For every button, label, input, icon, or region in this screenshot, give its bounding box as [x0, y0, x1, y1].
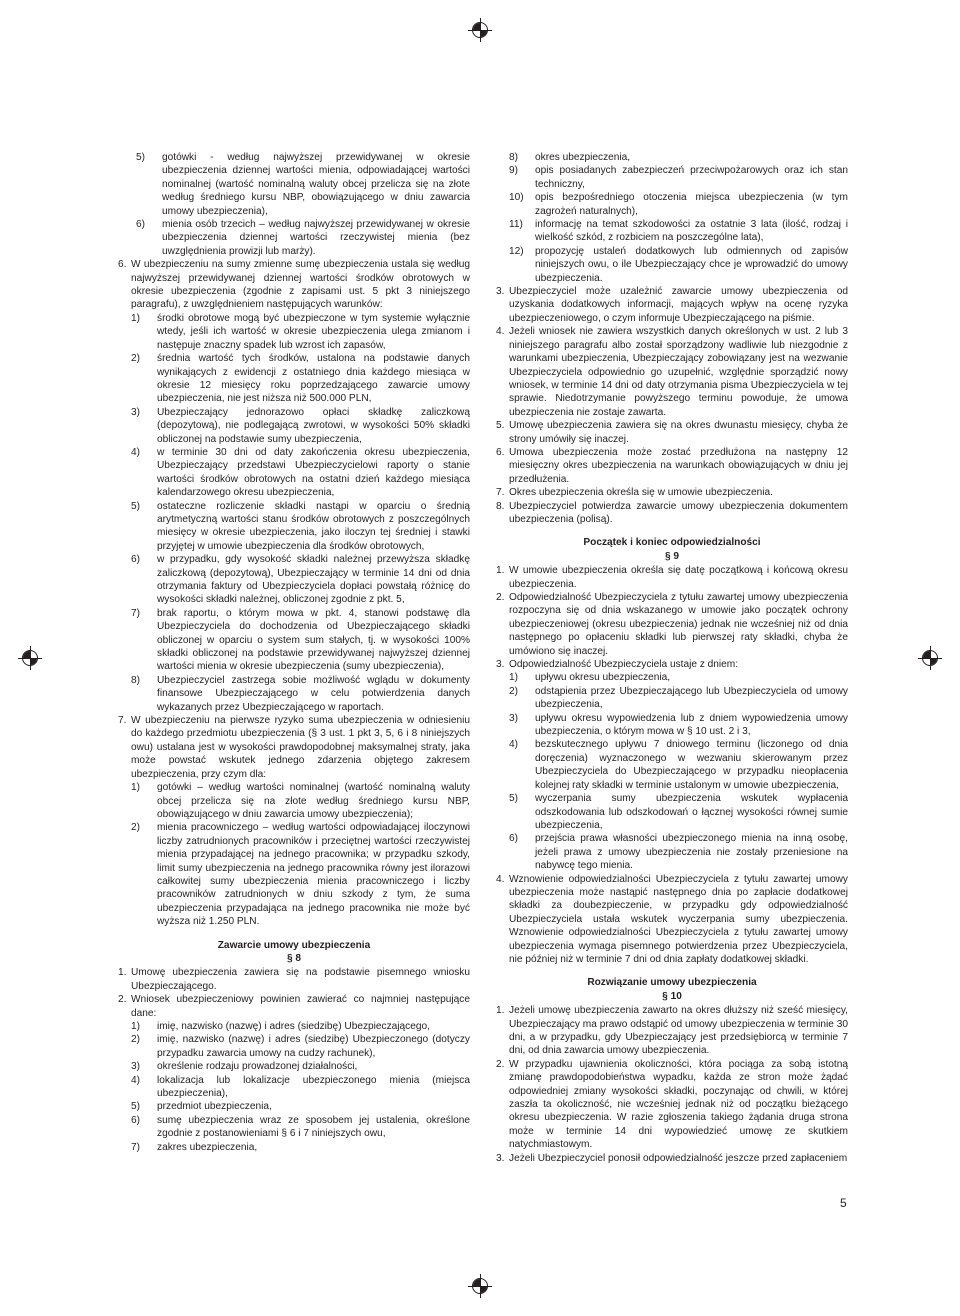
registration-mark-icon	[472, 1278, 488, 1294]
registration-mark-icon	[472, 22, 488, 38]
section-title: Początek i koniec odpowiedzialności	[583, 537, 761, 549]
registration-mark-icon	[22, 650, 38, 666]
list-item: 7) zakres ubezpieczenia,	[131, 1141, 258, 1153]
paragraph-item: 3. Ubezpieczyciel może uzależnić zawarcie umowy ubezpieczenia od uzyskania dodatkowych informacji, mających wpływ na ocenę ryzyka ubezpieczeniowego, o czym informuje Ubezpieczającego na piśmie.	[496, 286, 848, 324]
paragraph-item: 7. W ubezpieczeniu na pierwsze ryzyko suma ubezpieczenia w odniesieniu do każdego przedmiotu ubezpieczenia (§ 3 ust. 1 pkt 3, 5, 6 i 8 niniejszych owu) ustalana jest w wysokości prawdopodobnej maksymalnej straty, jaka może powstać wskutek jednego zdarzenia objętego zakresem ubezpieczenia, przy czym dla:	[118, 715, 470, 780]
paragraph-item: 4. Jeżeli wniosek nie zawiera wszystkich danych określonych w ust. 2 lub 3 niniejszego paragrafu albo został sporządzony wadliwie lub niezgodnie z warunkami ubezpieczenia, Ubezpieczający zobowiązany jest na wezwanie Ubezpieczyciela odpowiednio go uzupełnić, względnie sporządzić nowy wniosek, w terminie 14 dni od daty otrzymania pisma Ubezpieczyciela w tej sprawie. Niedotrzymanie powyższego terminu powoduje, że umowa ubezpieczenia nie zostaje zawarta.	[496, 326, 848, 418]
list-item: 6) mienia osób trzecich – według najwyższej przewidywanej w okresie ubezpieczenia dziennej wartości rzeczywistej mienia (bez uwzględnienia prowizji lub marży).	[136, 219, 470, 257]
list-item: 9) opis posiadanych zabezpieczeń przeciwpożarowych oraz ich stan techniczny,	[509, 165, 848, 190]
list-item: 3) określenie rodzaju prowadzonej działalności,	[131, 1061, 358, 1073]
registration-mark-icon	[922, 650, 938, 666]
paragraph-item: 7. Okres ubezpieczenia określa się w umowie ubezpieczenia.	[496, 487, 773, 499]
section-number: § 9	[664, 550, 680, 562]
list-item: 2) średnia wartość tych środków, ustalona na podstawie danych wynikających z ewidencji z ostatniego dnia każdego miesiąca w okresie 12 miesięcy roku poprzedzającego zawarcie umowy ubezpieczenia, nie jest niższa niż 500.000 PLN,	[131, 353, 470, 405]
section-number: § 8	[286, 952, 302, 964]
list-item: 6) w przypadku, gdy wysokość składki należnej przewyższa składkę zaliczkową (depozytową), Ubezpieczający w terminie 14 dni od dnia otrzymania faktury od Ubezpieczyciela dopłaci powstałą różnicę do wysokości składki należnej, obliczonej zgodnie z pkt. 5,	[131, 554, 470, 606]
list-item: 4) w terminie 30 dni od daty zakończenia okresu ubezpieczenia, Ubezpieczający przedstawi Ubezpieczycielowi raporty o stanie wartości środków obrotowych na ostatni dzień każdego miesiąca kalendarzowego okresu ubezpieczenia,	[131, 446, 470, 499]
list-item: 4) bezskutecznego upływu 7 dniowego terminu (liczonego od dnia doręczenia) wyznaczonego w wezwaniu skierowanym przez Ubezpieczyciela do Ubezpieczającego w przypadku nieopłacenia kolejnej raty składki w terminie ustalonym w umowie ubezpieczenia,	[509, 739, 848, 791]
list-item: 5) ostateczne rozliczenie składki nastąpi w oparciu o średnią arytmetyczną wartości stanu środków obrotowych z poszczególnych miesięcy w okresie ubezpieczenia, jako iloczyn tej średniej i stawki przyjętej w umowie ubezpieczenia dla środków obrotowych,	[131, 500, 470, 552]
list-item: 5) przedmiot ubezpieczenia,	[131, 1101, 272, 1113]
list-item: 4) lokalizacja lub lokalizacje ubezpieczonego mienia (miejsca ubezpieczenia),	[131, 1074, 470, 1100]
left-column	[118, 151, 470, 1154]
list-item: 3) upływu okresu wypowiedzenia lub z dniem wypowiedzenia umowy ubezpieczenia, o którym mowa w § 10 ust. 2 i 3,	[509, 712, 848, 738]
paragraph-item: 1. Umowę ubezpieczenia zawiera się na podstawie pisemnego wniosku Ubezpieczającego.	[118, 967, 470, 992]
list-item: 1) upływu okresu ubezpieczenia,	[509, 672, 671, 684]
list-item: 2) imię, nazwisko (nazwę) i adres (siedzibę) Ubezpieczonego (dotyczy przypadku zawarcia umowy na cudzy rachunek),	[131, 1034, 470, 1059]
list-item: 7) brak raportu, o którym mowa w pkt. 4, stanowi podstawę dla Ubezpieczyciela do dochodzenia od Ubezpieczającego składki obliczonej w oparciu o system sum stałych, tj. w wysokości 100% składki obliczonej na podstawie przewidywanej najwyższej dziennej wartości mienia w okresie ubezpieczenia (sumy ubezpieczenia),	[131, 607, 470, 673]
paragraph-item: 3. Jeżeli Ubezpieczyciel ponosił odpowiedzialność jeszcze przed zapłaceniem	[496, 1152, 848, 1164]
paragraph-item: 2. Wniosek ubezpieczeniowy powinien zawierać co najmniej następujące dane:	[118, 994, 470, 1019]
list-item: 5) gotówki - według najwyższej przewidywanej w okresie ubezpieczenia dziennej wartości mienia, odpowiadającej wartości nominalnej (wartość nominalną waluty obcej przelicza się na złote według średniego kursu NBP, obowiązującego w dniu zawarcia umowy ubezpieczenia),	[136, 152, 470, 217]
paragraph-item: 6. Umowa ubezpieczenia może zostać przedłużona na następny 12 miesięczny okres ubezpieczenia na warunkach obowiązujących w dniu jej przedłużenia.	[496, 446, 848, 485]
paragraph-item: 1. W umowie ubezpieczenia określa się datę początkową i końcową okresu ubezpieczenia.	[496, 565, 848, 590]
list-item: 2) odstąpienia przez Ubezpieczającego lub Ubezpieczyciela od umowy ubezpieczenia,	[509, 685, 848, 711]
list-item: 6) sumę ubezpieczenia wraz ze sposobem jej ustalenia, określone zgodnie z postanowieniami § 6 i 7 niniejszych owu,	[131, 1114, 470, 1140]
list-item: 1) gotówki – według wartości nominalnej (wartość nominalną waluty obcej przelicza się na złote według średniego kursu NBP, obowiązującego w dniu zawarcia umowy ubezpieczenia);	[131, 782, 470, 820]
paragraph-item: 2. W przypadku ujawnienia okoliczności, która pociąga za sobą istotną zmianę prawdopodobieństwa wypadku, każda ze stron może żądać odpowiedniej zmiany wysokości składki, poczynając od chwili, w której zaszła ta okoliczność, nie wcześniej jednak niż od początku bieżącego okresu ubezpieczenia. W razie zgłoszenia takiego żądania druga strona może w terminie 14 dni wypowiedzieć umowę ze skutkiem natychmiastowym.	[496, 1058, 848, 1151]
paragraph-item: 2. Odpowiedzialność Ubezpieczyciela z tytułu zawartej umowy ubezpieczenia rozpoczyna się od dnia wskazanego w umowie jako początek ochrony ubezpieczeniowej (okresu ubezpieczenia) jednak nie wcześniej niż od dnia następnego po opłaceniu składki lub pierwszej raty składki, chyba że umówiono się inaczej.	[496, 592, 848, 657]
list-item: 8) okres ubezpieczenia,	[509, 152, 631, 163]
list-item: 2) mienia pracowniczego – według wartości odpowiadającej iloczynowi liczby zatrudnionych pracowników i przeciętnej wartości rzeczywistej mienia przypadającej na jednego pracownika; w przypadku szkody, limit sumy ubezpieczenia na jednego pracownika równy jest ilorazowi całkowitej sumy ubezpieczenia mienia pracowniczego i liczby pracowników zatrudnionych w dniu szkody z tym, że suma ubezpieczenia przypadająca na jednego pracownika nie może być wyższa niż 1.250 PLN.	[131, 822, 470, 928]
list-item: 11) informację na temat szkodowości za ostatnie 3 lata (ilość, rodzaj i wielkość szkód, z rozbiciem na poszczególne lata),	[509, 219, 848, 244]
section-number: § 10	[662, 990, 682, 1002]
list-item: 1) środki obrotowe mogą być ubezpieczone w tym systemie wyłącznie wtedy, jeśli ich wartość w okresie ubezpieczenia ulega zmianom i następuje znaczny spadek lub wzrost ich zapasów,	[131, 312, 470, 351]
list-item: 3) Ubezpieczający jednorazowo opłaci składkę zaliczkową (depozytową), nie podlegającą zwrotowi, w wysokości 50% składki obliczonej na podstawie sumy ubezpieczenia,	[131, 406, 470, 445]
right-column	[496, 151, 848, 1165]
list-item: 12) propozycję ustaleń dodatkowych lub odmiennych od zapisów niniejszych owu, o ile Ubezpieczający chce je wprowadzić do umowy ubezpieczenia.	[509, 245, 848, 284]
paragraph-item: 8. Ubezpieczyciel potwierdza zawarcie umowy ubezpieczenia dokumentem ubezpieczenia (polisą).	[496, 500, 848, 525]
paragraph-item: 5. Umowę ubezpieczenia zawiera się na okres dwunastu miesięcy, chyba że strony umówiły się inaczej.	[496, 420, 848, 445]
list-item: 1) imię, nazwisko (nazwę) i adres (siedzibę) Ubezpieczającego,	[131, 1021, 430, 1032]
paragraph-item: 3. Odpowiedzialność Ubezpieczyciela ustaje z dniem:	[496, 659, 739, 671]
paragraph-item: 1. Jeżeli umowę ubezpieczenia zawarto na okres dłuższy niż sześć miesięcy, Ubezpieczający ma prawo odstąpić od umowy ubezpieczenia w terminie 30 dni, a w przypadku, gdy Ubezpieczający jest przedsiębiorcą w terminie 7 dni, od dnia zawarcia umowy ubezpieczenia.	[496, 1005, 848, 1057]
list-item: 6) przejścia prawa własności ubezpieczonego mienia na inną osobę, jeżeli prawa z umowy ubezpieczenia nie zostały przeniesione na nabywcę tego mienia.	[509, 833, 848, 872]
section-title: Zawarcie umowy ubezpieczenia	[217, 939, 371, 951]
page-number: 5	[840, 1196, 847, 1210]
list-item: 5) wyczerpania sumy ubezpieczenia wskutek wypłacenia odszkodowania lub odszkodowań o łącznej wysokości równej sumie ubezpieczenia,	[509, 793, 848, 831]
list-item: 8) Ubezpieczyciel zastrzega sobie możliwość wglądu w dokumenty finansowe Ubezpieczającego w celu potwierdzenia danych wykazanych przez Ubezpieczającego w raportach.	[131, 674, 470, 713]
paragraph-item: 4. Wznowienie odpowiedzialności Ubezpieczyciela z tytułu zawartej umowy ubezpieczenia może nastąpić następnego dnia po zapłacie dodatkowej składki za doubezpieczenie, w przypadku gdy odpowiedzialność Ubezpieczyciela ustała wskutek wyczerpania sumy ubezpieczenia. Wznowienie odpowiedzialności Ubezpieczyciela z tytułu zawartej umowy ubezpieczenia wymaga pisemnego potwierdzenia przez Ubezpieczyciela, nie później niż w terminie 7 dni od dnia zapłaty dodatkowej składki.	[496, 873, 848, 965]
list-item: 10) opis bezpośredniego otoczenia miejsca ubezpieczenia (w tym zagrożeń naturalnych),	[509, 192, 848, 217]
section-title: Rozwiązanie umowy ubezpieczenia	[587, 977, 757, 989]
paragraph-item: 6. W ubezpieczeniu na sumy zmienne sumę ubezpieczenia ustala się według najwyższej przewidywanej dziennej wartości środków obrotowych w okresie ubezpieczenia (zgodnie z zapisami ust. 5 pkt 3 niniejszego paragrafu), z uwzględnieniem następujących warunków:	[118, 259, 470, 311]
